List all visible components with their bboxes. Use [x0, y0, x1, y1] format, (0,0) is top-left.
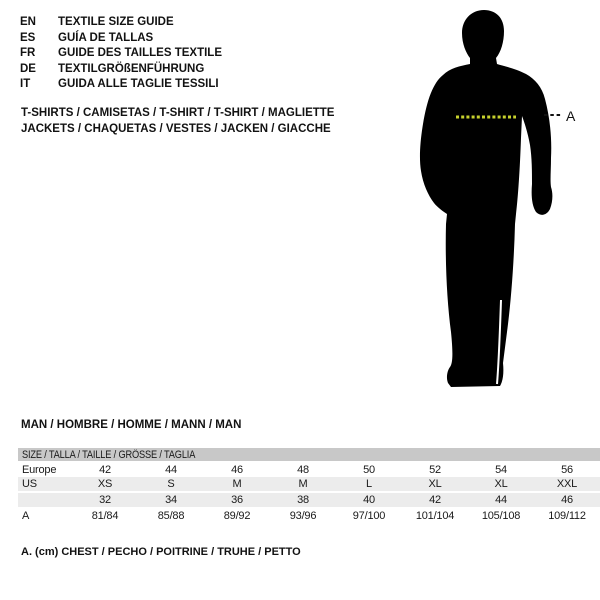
size-cell: 48 — [297, 464, 309, 476]
size-cell: 44 — [468, 492, 534, 508]
size-cell: 109/112 — [548, 510, 586, 522]
table-row-numeric — [18, 492, 600, 508]
size-cell: 54 — [495, 464, 507, 476]
size-cell: 105/108 — [481, 510, 521, 522]
language-code: FR — [20, 47, 36, 60]
footnote-chest: A. (cm) CHEST / PECHO / POITRINE / TRUHE / PETTO — [21, 546, 301, 558]
size-cell: 93/96 — [289, 510, 317, 522]
language-label: GUIDA ALLE TAGLIE TESSILI — [58, 78, 219, 91]
size-cell: 89/92 — [223, 510, 251, 522]
size-table-header-row — [18, 448, 600, 462]
table-row-us — [18, 477, 600, 492]
language-row-it — [20, 77, 222, 93]
size-cell: L — [336, 477, 402, 492]
size-cell: 46 — [231, 464, 243, 476]
size-cell: XXL — [534, 477, 600, 492]
row-label: US — [18, 477, 72, 492]
language-row-fr — [20, 46, 222, 62]
language-code: ES — [20, 31, 36, 44]
size-cell: 52 — [429, 464, 441, 476]
category-line-tshirts: T-SHIRTS / CAMISETAS / T-SHIRT / T-SHIRT / MAGLIETTE — [21, 107, 335, 119]
language-row-de — [20, 62, 222, 78]
size-cell: M — [204, 477, 270, 492]
man-silhouette-shape — [420, 10, 552, 387]
size-cell: M — [270, 477, 336, 492]
size-cell: XL — [468, 477, 534, 492]
row-label: A — [22, 510, 30, 522]
language-label: TEXTILE SIZE GUIDE — [58, 16, 174, 28]
size-cell: S — [138, 477, 204, 492]
category-line-jackets: JACKETS / CHAQUETAS / VESTES / JACKEN / GIACCHE — [21, 122, 331, 135]
table-row-chest-a — [18, 508, 600, 523]
language-code: IT — [20, 78, 31, 91]
language-code: EN — [20, 16, 36, 28]
row-label: Europe — [22, 464, 57, 476]
size-cell: 40 — [336, 492, 402, 508]
row-label — [18, 492, 72, 508]
size-cell: 32 — [72, 492, 138, 508]
size-cell: 81/84 — [91, 510, 119, 522]
size-cell: XL — [402, 477, 468, 492]
table-row-europe — [18, 462, 600, 477]
size-cell: 38 — [270, 492, 336, 508]
language-list — [20, 15, 222, 93]
size-cell: 101/104 — [415, 510, 455, 522]
size-cell: 42 — [99, 464, 111, 476]
language-label: GUIDE DES TAILLES TEXTILE — [58, 47, 222, 60]
language-label: TEXTILGRÖßENFÜHRUNG — [58, 62, 205, 75]
language-row-es — [20, 31, 222, 47]
size-table — [18, 448, 600, 523]
language-row-en — [20, 15, 222, 31]
language-code: DE — [20, 62, 36, 75]
size-cell: XS — [72, 477, 138, 492]
size-cell: 42 — [402, 492, 468, 508]
size-cell: 56 — [561, 464, 573, 476]
size-table-header-cell — [18, 448, 600, 462]
size-cell: 85/88 — [157, 510, 185, 522]
size-cell: 34 — [138, 492, 204, 508]
section-title-man: MAN / HOMBRE / HOMME / MANN / MAN — [21, 419, 242, 431]
language-label: GUÍA DE TALLAS — [58, 31, 154, 44]
measure-label-a: A — [566, 108, 576, 124]
size-cell: 50 — [363, 464, 375, 476]
size-cell: 97/100 — [352, 510, 386, 522]
man-silhouette-figure — [400, 0, 600, 400]
size-cell: 44 — [165, 464, 177, 476]
size-cell: 46 — [534, 492, 600, 508]
size-table-header-text: SIZE / TALLA / TAILLE / GRÖSSE / TAGLIA — [22, 448, 196, 461]
size-cell: 36 — [204, 492, 270, 508]
category-titles — [21, 106, 334, 137]
